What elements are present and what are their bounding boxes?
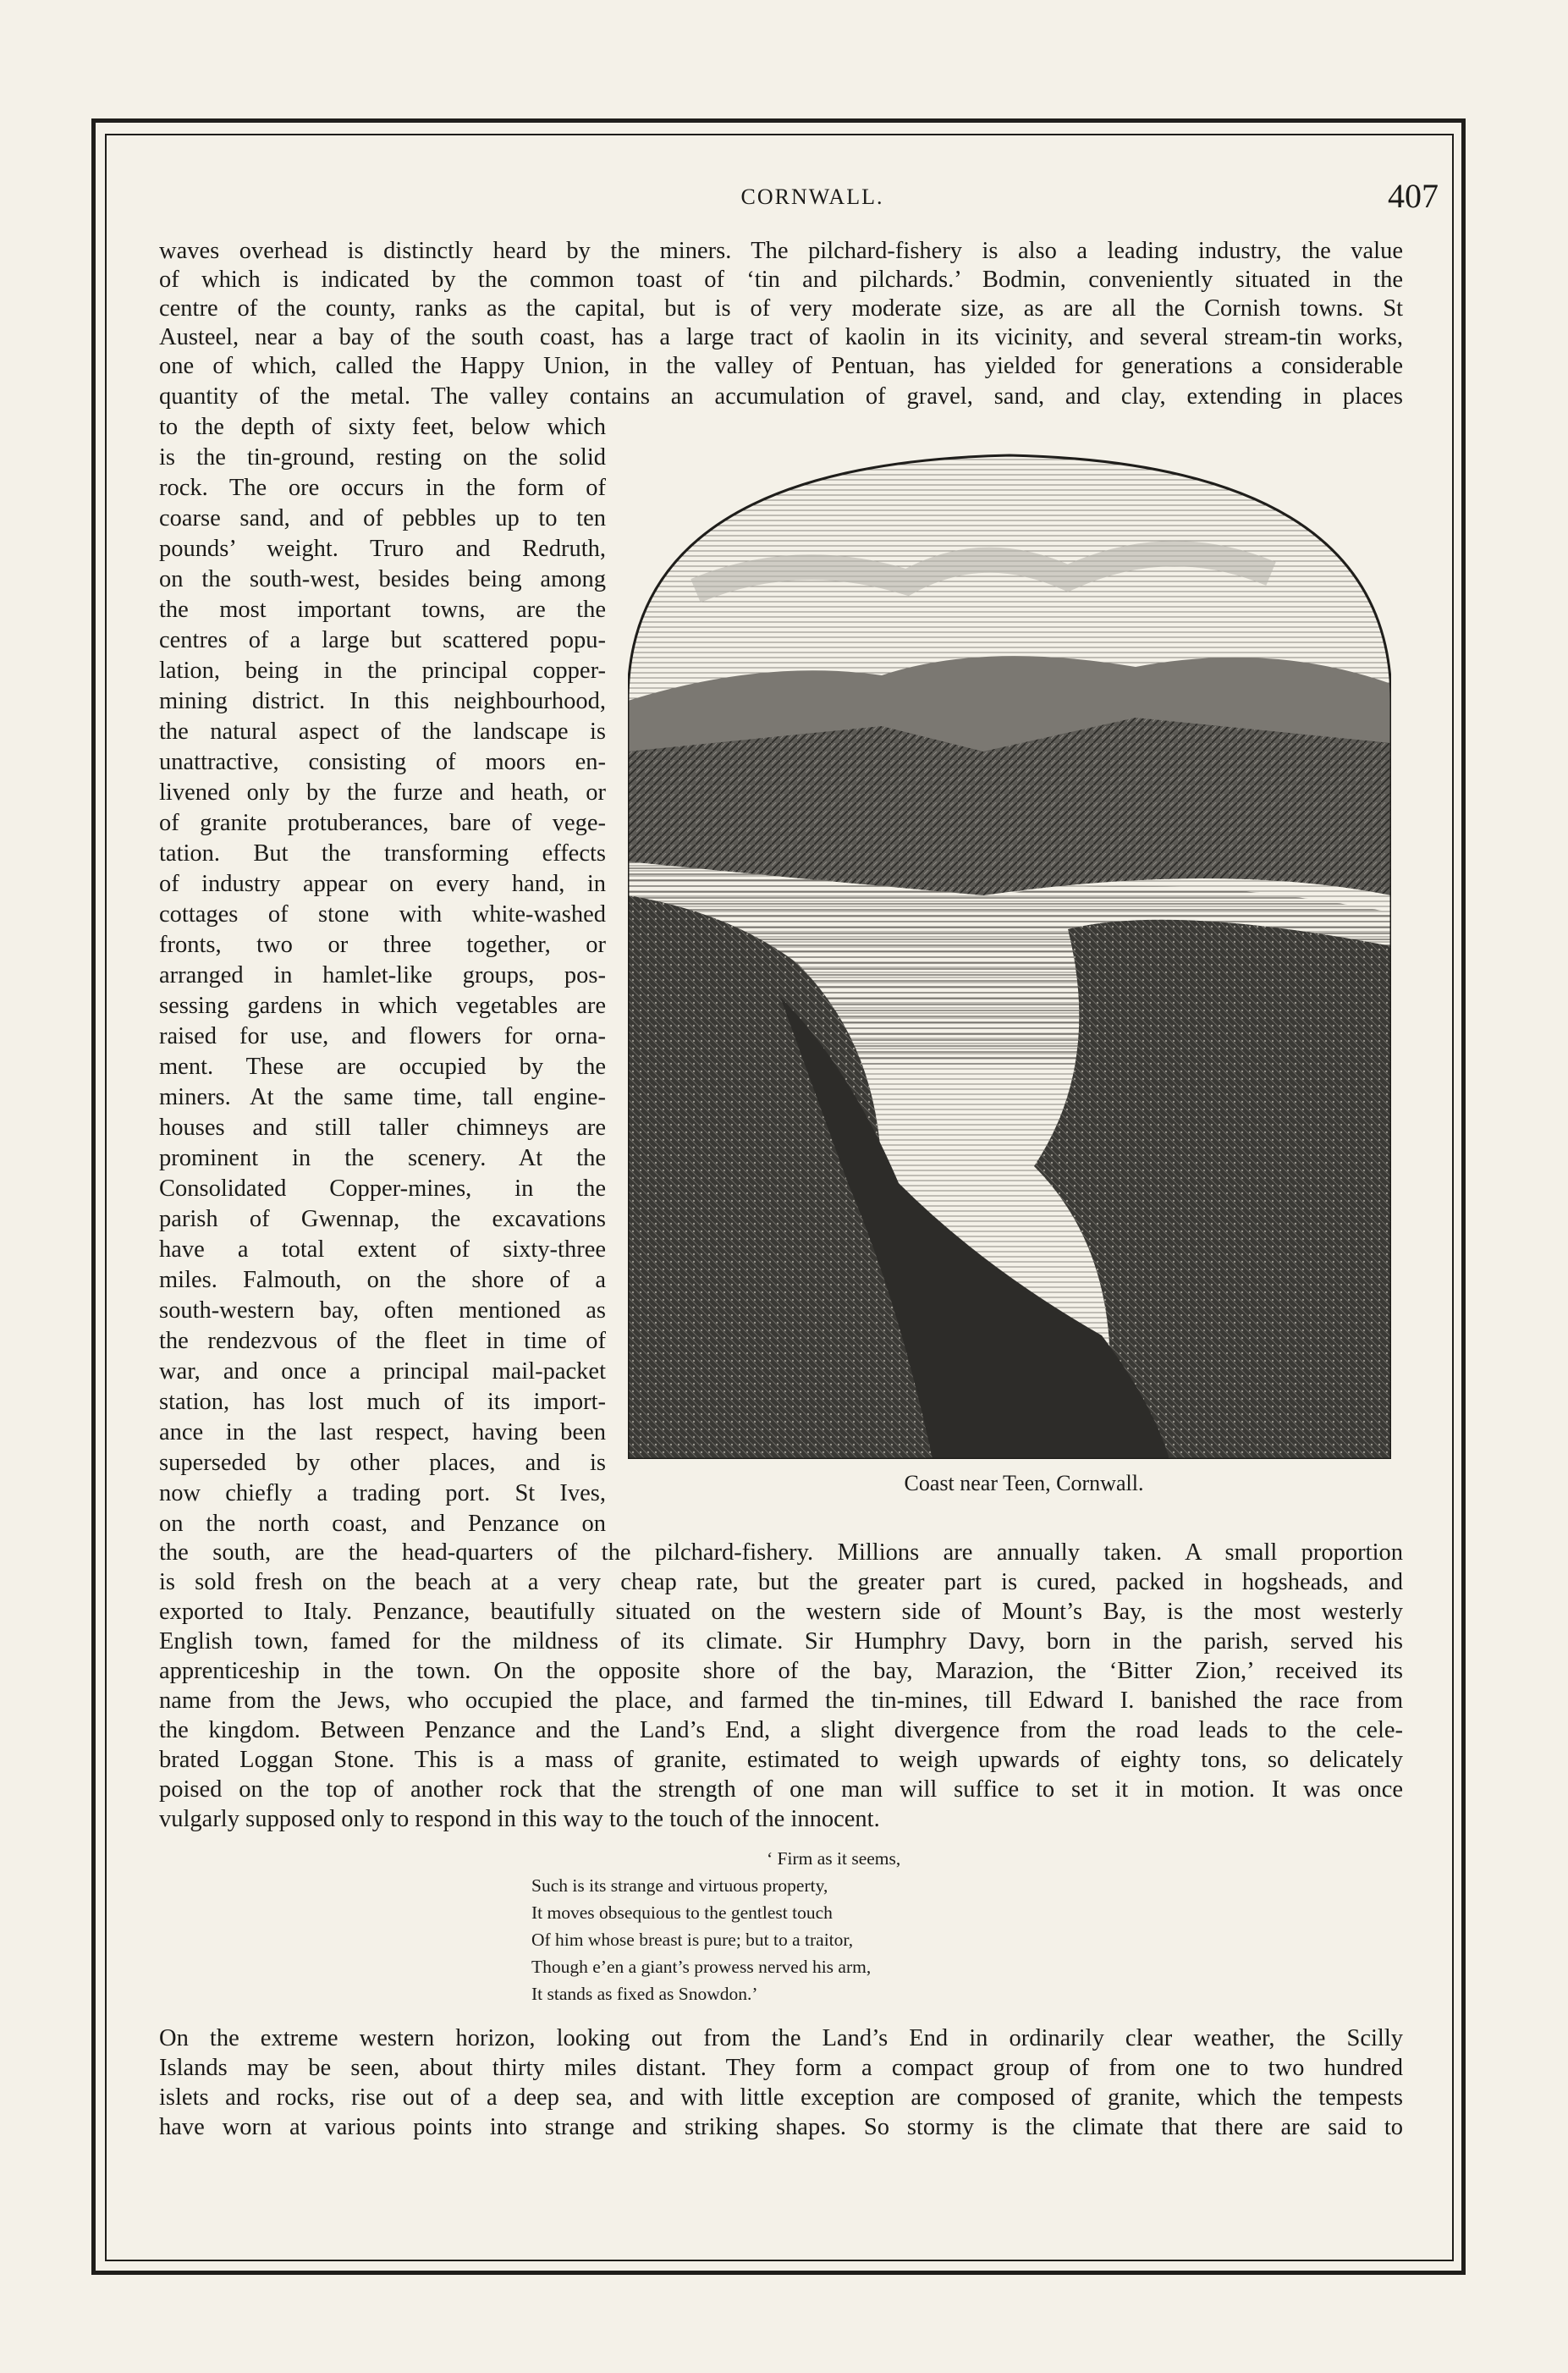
column-line: superseded by other places, and is [159,1450,606,1476]
text-line: On the extreme western horizon, looking out from the Land’s End in ordinarily clear weather, the Scilly [159,2025,1403,2051]
coast-engraving [628,421,1391,1459]
text-line: English town, famed for the mildness of its climate. Sir Humphry Davy, born in the parish, served his [159,1628,1403,1654]
text-line: name from the Jews, who occupied the place, and farmed the tin-mines, till Edward I. banished the race from [159,1688,1403,1714]
column-line: to the depth of sixty feet, below which [159,414,606,440]
text-line: Islands may be seen, about thirty miles distant. They form a compact group of from one to two hundred [159,2055,1403,2081]
column-line: now chiefly a trading port. St Ives, [159,1480,606,1506]
column-line: mining district. In this neighbourhood, [159,688,606,714]
column-line: pounds’ weight. Truro and Redruth, [159,536,606,562]
column-line: of granite protuberances, bare of vege- [159,810,606,836]
column-line: rock. The ore occurs in the form of [159,475,606,501]
column-line: station, has lost much of its import- [159,1389,606,1415]
column-line: is the tin-ground, resting on the solid [159,444,606,471]
text-line: have worn at various points into strange and striking shapes. So stormy is the climate that there are said to [159,2114,1403,2140]
text-line: quantity of the metal. The valley contains an accumulation of gravel, sand, and clay, extending in places [159,383,1403,410]
column-line: on the north coast, and Penzance on [159,1511,606,1537]
column-line: livened only by the furze and heath, or [159,779,606,806]
text-line: Austeel, near a bay of the south coast, has a large tract of kaolin in its vicinity, and several stream-tin works, [159,324,1403,350]
text-line: centre of the county, ranks as the capital, but is of very moderate size, as are all the Cornish towns. St [159,295,1403,322]
text-line: islets and rocks, rise out of a deep sea, and with little exception are composed of granite, which the tempests [159,2084,1403,2111]
column-line: fronts, two or three together, or [159,932,606,958]
column-line: parish of Gwennap, the excavations [159,1206,606,1232]
column-line: miles. Falmouth, on the shore of a [159,1267,606,1293]
verse-line: Of him whose breast is pure; but to a traitor, [531,1930,854,1950]
text-line: exported to Italy. Penzance, beautifully situated on the western side of Mount’s Bay, is the most westerly [159,1599,1403,1625]
column-line: centres of a large but scattered popu- [159,627,606,653]
running-title: CORNWALL. [740,184,884,209]
verse-line: Such is its strange and virtuous property, [531,1875,828,1896]
column-line: the natural aspect of the landscape is [159,719,606,745]
column-line: miners. At the same time, tall engine- [159,1084,606,1110]
text-line: brated Loggan Stone. This is a mass of granite, estimated to weigh upwards of eighty tons, so delicately [159,1747,1403,1773]
column-line: sessing gardens in which vegetables are [159,993,606,1019]
column-line: Consolidated Copper-mines, in the [159,1175,606,1202]
text-line: is sold fresh on the beach at a very cheap rate, but the greater part is cured, packed in hogsheads, and [159,1569,1403,1595]
text-line: one of which, called the Happy Union, in the valley of Pentuan, has yielded for generations a considerable [159,353,1403,379]
column-line: war, and once a principal mail-packet [159,1358,606,1385]
text-line: the south, are the head-quarters of the pilchard-fishery. Millions are annually taken. A small proportion [159,1539,1403,1566]
column-line: the rendezvous of the fleet in time of [159,1328,606,1354]
column-line: lation, being in the principal copper- [159,658,606,684]
column-line: arranged in hamlet-like groups, pos- [159,962,606,988]
column-line: houses and still taller chimneys are [159,1115,606,1141]
text-line: poised on the top of another rock that the strength of one man will suffice to set it in motion. It was once [159,1776,1403,1803]
text-line: vulgarly supposed only to respond in this way to the touch of the innocent. [159,1806,880,1832]
text-line: apprenticeship in the town. On the opposite shore of the bay, Marazion, the ‘Bitter Zion,’ received its [159,1658,1403,1684]
verse-line: ‘ Firm as it seems, [767,1848,901,1869]
verse-line: It stands as fixed as Snowdon.’ [531,1984,758,2004]
column-line: unattractive, consisting of moors en- [159,749,606,775]
illustration-caption: Coast near Teen, Cornwall. [904,1471,1144,1495]
text-line: waves overhead is distinctly heard by the miners. The pilchard-fishery is also a leading industry, the value [159,238,1403,264]
verse-line: Though e’en a giant’s prowess nerved his arm, [531,1957,872,1977]
column-line: have a total extent of sixty-three [159,1236,606,1263]
column-line: of industry appear on every hand, in [159,871,606,897]
text-line: the kingdom. Between Penzance and the Land’s End, a slight divergence from the road leads to the cele- [159,1717,1403,1743]
column-line: prominent in the scenery. At the [159,1145,606,1171]
column-line: raised for use, and flowers for orna- [159,1023,606,1049]
column-line: tation. But the transforming effects [159,840,606,867]
column-line: south-western bay, often mentioned as [159,1297,606,1324]
column-line: the most important towns, are the [159,597,606,623]
verse-line: It moves obsequious to the gentlest touch [531,1902,833,1923]
column-line: coarse sand, and of pebbles up to ten [159,505,606,531]
column-line: ance in the last respect, having been [159,1419,606,1445]
column-line: cottages of stone with white-washed [159,901,606,928]
column-line: on the south-west, besides being among [159,566,606,592]
text-line: of which is indicated by the common toast of ‘tin and pilchards.’ Bodmin, conveniently situated in the [159,267,1403,293]
column-line: ment. These are occupied by the [159,1054,606,1080]
page-number: 407 [1388,177,1439,215]
